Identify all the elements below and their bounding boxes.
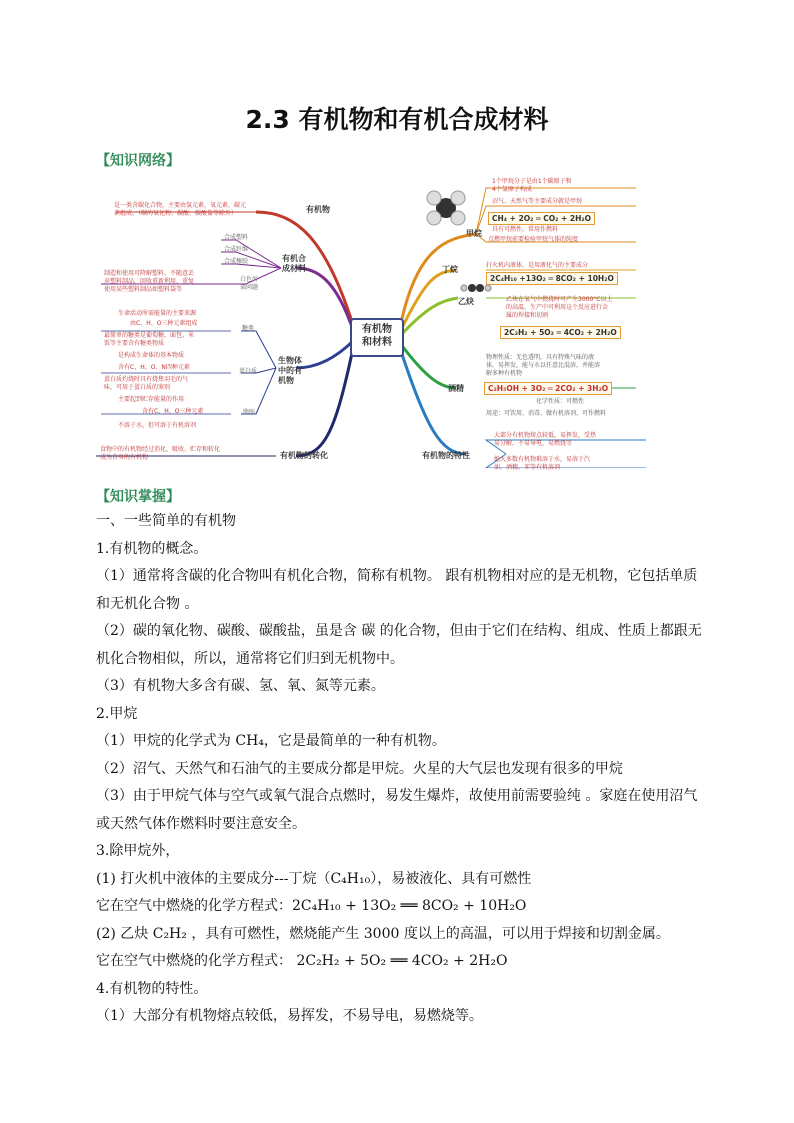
alcohol-equation: C₂H₅OH + 3O₂ ═ 2CO₂ + 3H₂O [484,382,612,395]
pollution-label-1: 白色污 [240,276,259,283]
fat-desc-3: 不溶于水，但可溶于有机溶剂 [118,422,197,429]
text-line: 3.除甲烷外， [96,843,180,859]
methane-desc-3: 沼气、天然气等主要成分就是甲烷 [492,198,583,205]
methane-desc-1: 1个甲烷分子是由1个碳原子和 [492,178,572,185]
synthetic-label-1: 有机合 [282,254,306,263]
text-line: 或天然气体作燃料时要注意安全。 [96,815,306,832]
text-line: 1.有机物的概念。 [96,540,208,557]
pollution-desc-2: 弃塑料制品，回收重新利用，重复 [104,278,195,285]
acetylene-desc-1: 乙炔在氧气中燃烧时可产生3000°C以上 [506,296,613,303]
page-title: 2.3 有机物和有机合成材料 [245,105,549,134]
acetylene-equation: 2C₂H₂ + 5O₂ ═ 4CO₂ + 2H₂O [500,326,621,339]
branch-alcohol: 酒精 [448,384,464,393]
text-line: （3）由于甲烷气体与空气或氧气混合点燃时，易发生爆炸，故使用前需要验纯 。家庭在使用沼气 [96,788,698,804]
protein-desc-1: 是构成生命体的基本物质 [118,352,185,359]
sugar-label: 糖类 [242,325,255,332]
text-line: （2）碳的氧化物、碳酸、碳酸盐，虽是含 碳 的化合物，但由于它们在结构、组成、性质上都跟无 [96,623,702,639]
branch-transform: 有机物的转化 [280,451,328,460]
methane-desc-4: 具有可燃性，常用作燃料 [492,226,559,233]
text-line: (1) 打火机中液体的主要成分---丁烷（C₄H₁₀），易被液化、具有可燃性 [96,870,532,887]
pollution-label [240,276,258,292]
acetylene-desc-2: 的高温，生产中可利用这个反应进行金 [506,304,609,311]
mind-map-center [350,318,404,357]
property-desc-4: 油、酒精、苯等有机溶剂 [494,464,561,471]
property-desc-1: 大部分有机物熔点较低，易挥发，受热 [494,432,597,439]
text-line: 它在空气中燃烧的化学方程式：2C₄H₁₀ + 13O₂ ══ 8CO₂ + 10H₂O [96,898,527,914]
fat-desc-1: 主要起到贮存能量的作用 [118,396,185,403]
methane-desc-5: 点燃甲烷前要检验甲烷气体的纯度 [488,236,579,243]
center-line-1: 有机物 [362,324,392,335]
alcohol-use: 用途：可饮用、消毒、做有机溶剂，可作燃料 [486,410,607,417]
text-line: （1）大部分有机物熔点较低，易挥发，不易导电，易燃烧等。 [96,1008,483,1024]
transform-desc-1: 食物中的有机物经过消化、吸收、贮存和转化 [100,446,221,453]
bio-label-2: 中的有 [278,366,302,375]
alcohol-chem: 化学性质：可燃性 [536,398,585,405]
text-line: 机化合物相似，所以，通常将它们归到无机物中。 [96,650,404,667]
branch-bio [278,356,302,386]
sugar-desc-2: 由C、H、O三种元素组成 [130,320,198,327]
text-line: （1）甲烷的化学式为 CH₄，它是最简单的一种有机物。 [96,733,446,749]
text-line: 2.甲烷 [96,705,138,722]
text-line: （2）沼气、天然气和石油气的主要成分都是甲烷。火星的大气层也发现有很多的甲烷 [96,760,623,777]
organic-desc-1: 是一类含碳化合物，主要由氢元素、氧元素、碳元 [114,202,247,209]
branch-butane: 丁烷 [442,265,458,274]
fat-desc-2: 含有C、H、O三种元素 [142,408,204,415]
pollution-desc-1: 制造和使用可降解塑料，不随意丢 [104,270,195,277]
section-heading-mastery: 【知识掌握】 [96,489,180,505]
text-line: (2) 乙炔 C₂H₂ ，具有可燃性，燃烧能产生 3000 度以上的高温，可以用于焊接和切割金属。 [96,925,670,942]
organic-desc-2: 素组成。（碳的氧化物、碳酸、碳酸盐等除外） [114,210,238,217]
methane-equation: CH₄ + 2O₂ ═ CO₂ + 2H₂O [488,212,595,225]
protein-desc-2: 含有C、H、O、N四种元素 [118,364,190,371]
protein-desc-3: 蛋白质灼烧时具有烧焦羽毛的气 [104,376,189,383]
pollution-desc-3: 使用某些塑料制品如塑料袋等 [104,286,183,293]
transform-desc-2: 成为自身的有机物 [100,454,149,461]
methane-desc-2: 4个氢原子构成 [492,186,532,193]
synthetic-item-2: 合成纤维 [224,246,249,253]
branch-synthetic [282,254,306,274]
mind-map [96,168,656,471]
sugar-desc-1: 生命活动所需能量的主要来源 [118,310,197,317]
alcohol-desc-2: 体，易挥发，能与水以任意比混溶，并能溶 [486,362,601,369]
synthetic-label-2: 成材料 [282,264,306,273]
property-desc-3: 绝大多数有机物难溶于水，易溶于汽 [494,456,591,463]
branch-organic: 有机物 [306,205,330,214]
branch-acetylene: 乙炔 [458,297,474,306]
alcohol-desc-3: 解多种有机物 [486,370,523,377]
butane-desc: 打火机内液体，是用液化气的主要成分 [486,262,589,269]
branch-methane: 甲烷 [466,229,482,238]
butane-equation: 2C₄H₁₀ +13O₂ ═ 8CO₂ + 10H₂O [486,272,618,285]
bio-label-1: 生物体 [278,356,302,365]
branch-property: 有机物的特性 [422,451,470,460]
fat-label: 脂肪 [243,409,256,416]
synthetic-item-1: 合成塑料 [224,234,249,241]
property-desc-2: 易分解，不易导电，易燃烧等 [494,440,573,447]
section-heading-network: 【知识网络】 [96,153,180,169]
text-line: 它在空气中燃烧的化学方程式： 2C₂H₂ + 5O₂ ══ 4CO₂ + 2H₂O [96,953,508,969]
text-line: 4.有机物的特性。 [96,980,208,997]
pollution-label-2: 染问题 [240,284,259,291]
sugar-desc-4: 饭等主要含有糖类物质 [104,340,165,347]
synthetic-item-3: 合成橡胶 [224,258,249,265]
alcohol-desc-1: 物理性质：无色透明，具有特殊气味的液 [486,354,595,361]
protein-label: 蛋白质 [239,368,258,375]
bio-label-3: 机物 [278,376,294,385]
acetylene-desc-3: 属的焊接和切割 [506,312,549,319]
text-line: （3）有机物大多含有碳、氢、氧、氮等元素。 [96,678,385,694]
body-text [96,508,716,1031]
text-line: 一、一些简单的有机物 [96,513,236,529]
text-line: （1）通常将含碳的化合物叫有机化合物，简称有机物。 跟有机物相对应的是无机物，它包括单质 [96,568,698,584]
center-line-2: 和材料 [362,337,392,348]
protein-desc-4: 味，可用于蛋白质的鉴别 [104,384,171,391]
text-line: 和无机化合物 。 [96,595,199,612]
sugar-desc-3: 最简单的糖类是葡萄糖，面包、米 [104,332,195,339]
